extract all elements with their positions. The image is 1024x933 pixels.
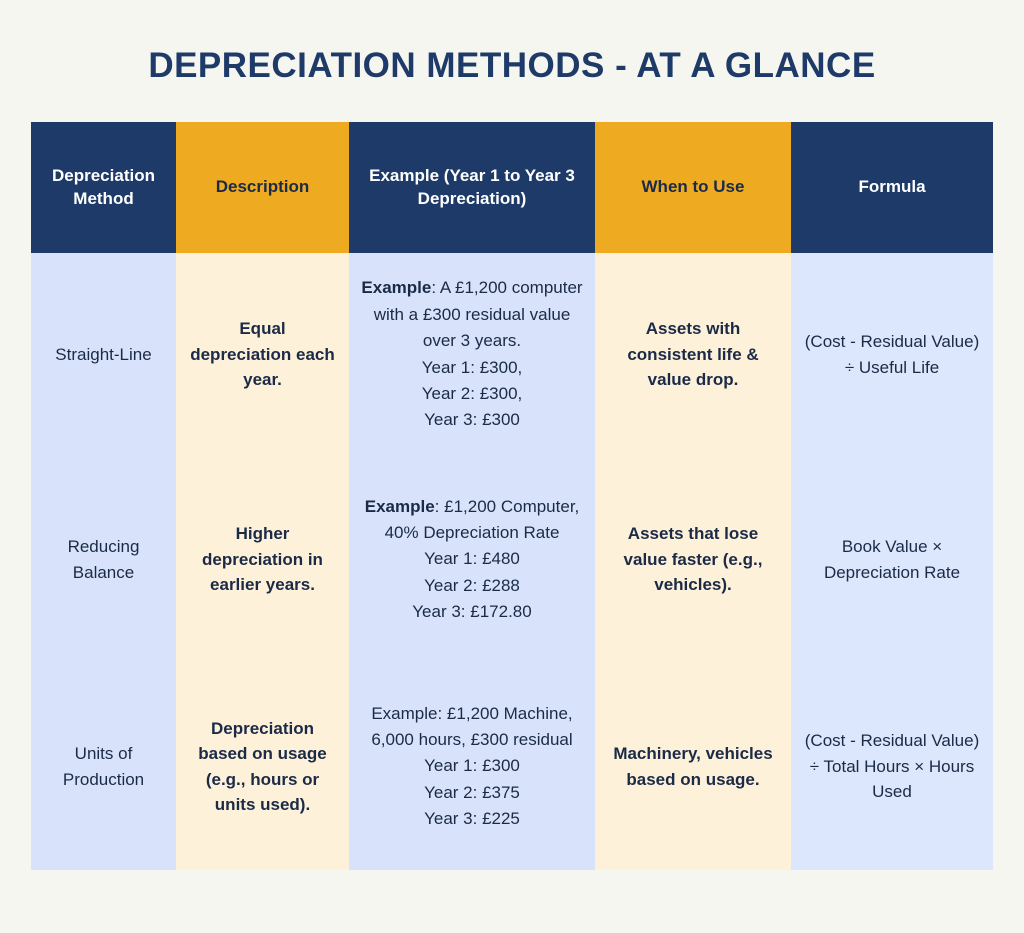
depreciation-methods-table <box>31 122 993 870</box>
table-header-row <box>31 122 993 253</box>
example-year1: Year 1: £300 <box>424 756 520 776</box>
table-row <box>31 253 993 456</box>
table-header <box>31 122 993 253</box>
cell-method: Reducing Balance <box>31 456 176 663</box>
example-year1: Year 1: £300, <box>421 357 523 377</box>
cell-method: Straight-Line <box>31 253 176 456</box>
example-year1: Year 1: £480 <box>424 549 520 569</box>
example-label: Example <box>364 496 435 516</box>
example-body: Example: £1,200 Machine, 6,000 hours, £300 residual <box>371 703 573 749</box>
example-body: : £1,200 Computer, 40% Depreciation Rate <box>384 496 580 542</box>
column-header-example: Example (Year 1 to Year 3 Depreciation) <box>349 122 595 253</box>
example-year3: Year 3: £300 <box>424 410 520 430</box>
cell-formula: (Cost - Residual Value) ÷ Total Hours × Hours Used <box>791 663 993 870</box>
example-label: Example <box>361 278 432 298</box>
cell-example <box>349 456 595 663</box>
example-year2: Year 2: £288 <box>424 575 520 595</box>
column-header-method: Depreciation Method <box>31 122 176 253</box>
cell-when-to-use: Assets that lose value faster (e.g., vehicles). <box>595 456 791 663</box>
example-year3: Year 3: £172.80 <box>412 602 532 622</box>
cell-formula: (Cost - Residual Value) ÷ Useful Life <box>791 253 993 456</box>
cell-description: Depreciation based on usage (e.g., hours or units used). <box>176 663 349 870</box>
table-row <box>31 456 993 663</box>
cell-when-to-use: Machinery, vehicles based on usage. <box>595 663 791 870</box>
table-body <box>31 253 993 870</box>
cell-example <box>349 663 595 870</box>
cell-when-to-use: Assets with consistent life & value drop. <box>595 253 791 456</box>
cell-formula: Book Value × Depreciation Rate <box>791 456 993 663</box>
example-year2: Year 2: £375 <box>424 782 520 802</box>
example-body: : A £1,200 computer with a £300 residual value over 3 years. <box>373 278 583 351</box>
page-title: DEPRECIATION METHODS - AT A GLANCE <box>148 46 876 85</box>
column-header-when-to-use: When to Use <box>595 122 791 253</box>
cell-description: Equal depreciation each year. <box>176 253 349 456</box>
cell-description: Higher depreciation in earlier years. <box>176 456 349 663</box>
example-year3: Year 3: £225 <box>424 809 520 829</box>
cell-example <box>349 253 595 456</box>
table-row <box>31 663 993 870</box>
column-header-formula: Formula <box>791 122 993 253</box>
column-header-description: Description <box>176 122 349 253</box>
cell-method: Units of Production <box>31 663 176 870</box>
table-container <box>31 122 993 870</box>
example-year2: Year 2: £300, <box>421 383 523 403</box>
